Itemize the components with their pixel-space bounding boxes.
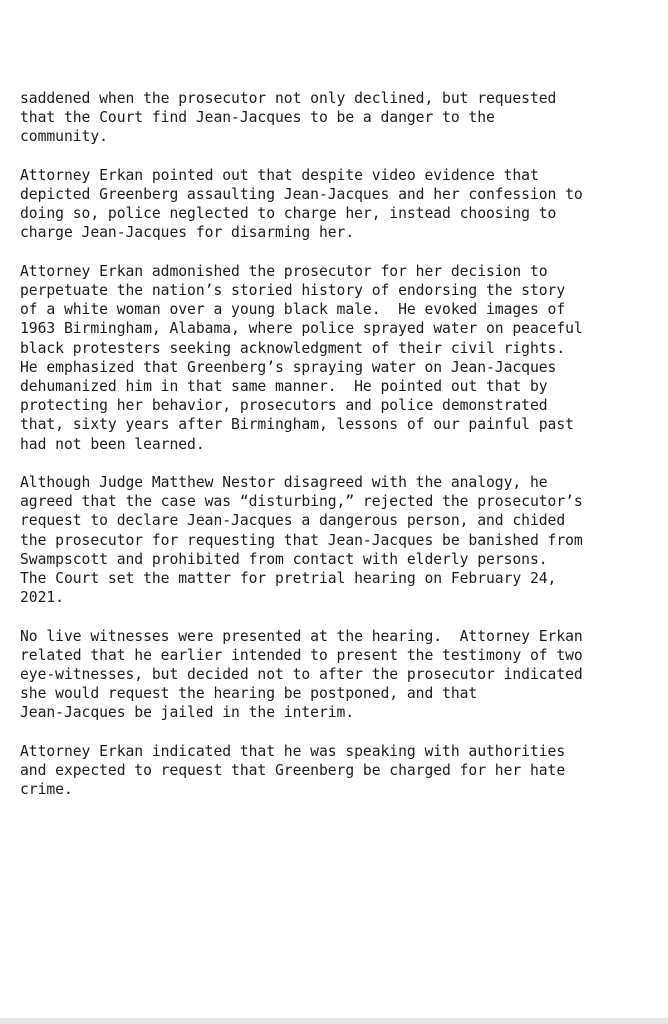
paragraph-1: saddened when the prosecutor not only declined, but requested that the Court find Jean-Jacques to be a danger to the community.	[20, 90, 557, 146]
paragraph-3: Attorney Erkan admonished the prosecutor for her decision to perpetuate the nation’s storied history of endorsing the story of a white woman over a young black male. He evoked images of 1963 Birmingham, Alabama, where police sprayed water on peaceful black protesters seeking acknowledgment of their civil rights. He emphasized that Greenberg’s spraying water on Jean-Jacques dehumanized him in that same manner. He pointed out that by protecting her behavior, prosecutors and police demonstrated that, sixty years after Birmingham, lessons of our painful past had not been learned.	[20, 262, 583, 453]
document-body	[20, 89, 650, 819]
paragraph-4: Although Judge Matthew Nestor disagreed with the analogy, he agreed that the case was “disturbing,” rejected the prosecutor’s request to declare Jean-Jacques a dangerous person, and chided the prosecutor for requesting that Jean-Jacques be banished from Swampscott and prohibited from contact with elderly persons. The Court set the matter for pretrial hearing on February 24, 2021.	[20, 474, 583, 607]
paragraph-6: Attorney Erkan indicated that he was speaking with authorities and expected to request that Greenberg be charged for her hate crime.	[20, 742, 566, 799]
paragraph-5: No live witnesses were presented at the hearing. Attorney Erkan related that he earlier intended to present the testimony of two eye-witnesses, but decided not to after the prosecutor indicated she would request the hearing be postponed, and that Jean-Jacques be jailed in the interim.	[20, 627, 583, 722]
paragraph-2: Attorney Erkan pointed out that despite video evidence that depicted Greenberg assaulting Jean-Jacques and her confession to doing so, police neglected to charge her, instead choosing to charge Jean-Jacques for disarming her.	[20, 166, 583, 242]
page-bottom-edge	[0, 1018, 668, 1024]
